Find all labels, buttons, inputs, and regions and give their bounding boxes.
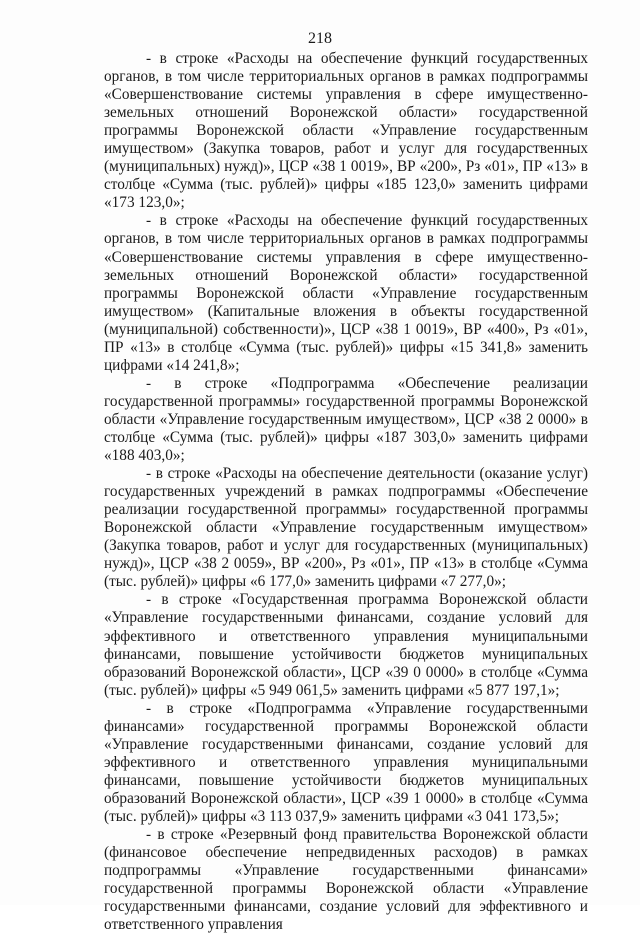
- paragraph: - в строке «Расходы на обеспечение функций государственных органов, в том числе территориальных органов в рамках подпрограммы «Совершенствование системы управления в сфере имущественно-земельных отношений Воронежской области» государственной программы Воронежской области «Управление государственным имуществом» (Закупка товаров, работ и услуг для государственных (муниципальных) нужд)», ЦСР «38 1 0019», ВР «200», Рз «01», ПР «13» в столбце «Сумма (тыс. рублей)» цифры «185 123,0» заменить цифрами «173 123,0»;: [104, 50, 588, 212]
- paragraph: - в строке «Подпрограмма «Управление государственными финансами» государственной программы Воронежской области «Управление государственными финансами, создание условий для эффективного и ответственного управления муниципальными финансами, повышение устойчивости бюджетов муниципальных образований Воронежской области», ЦСР «39 1 0000» в столбце «Сумма (тыс. рублей)» цифры «3 113 037,9» заменить цифрами «3 041 173,5»;: [104, 699, 588, 825]
- page-number: 218: [308, 30, 332, 47]
- paragraph: - в строке «Расходы на обеспечение функций государственных органов, в том числе территориальных органов в рамках подпрограммы «Совершенствование системы управления в сфере имущественно-земельных отношений Воронежской области» государственной программы Воронежской области «Управление государственным имуществом» (Капитальные вложения в объекты государственной (муниципальной) собственности)», ЦСР «38 1 0019», ВР «400», Рз «01», ПР «13» в столбце «Сумма (тыс. рублей)» цифры «15 341,8» заменить цифрами «14 241,8»;: [104, 212, 588, 374]
- paragraph: - в строке «Резервный фонд правительства Воронежской области (финансовое обеспечение непредвиденных расходов) в рамках подпрограммы «Управление государственными финансами» государственной программы Воронежской области «Управление государственными финансами, создание условий для эффективного и ответственного управления: [104, 826, 588, 934]
- paragraph: - в строке «Расходы на обеспечение деятельности (оказание услуг) государственных учреждений в рамках подпрограммы «Обеспечение реализации государственной программы» государственной программы Воронежской области «Управление государственным имуществом» (Закупка товаров, работ и услуг для государственных (муниципальных) нужд)», ЦСР «38 2 0059», ВР «200», Рз «01», ПР «13» в столбце «Сумма (тыс. рублей)» цифры «6 177,0» заменить цифрами «7 277,0»;: [104, 465, 588, 591]
- paragraph: - в строке «Подпрограмма «Обеспечение реализации государственной программы» государственной программы Воронежской области «Управление государственным имуществом», ЦСР «38 2 0000» в столбце «Сумма (тыс. рублей)» цифры «187 303,0» заменить цифрами «188 403,0»;: [104, 374, 588, 465]
- document-body: [104, 50, 588, 934]
- paragraph: - в строке «Государственная программа Воронежской области «Управление государственными финансами, создание условий для эффективного и ответственного управления муниципальными финансами, повышение устойчивости бюджетов муниципальных образований Воронежской области», ЦСР «39 0 0000» в столбце «Сумма (тыс. рублей)» цифры «5 949 061,5» заменить цифрами «5 877 197,1»;: [104, 591, 588, 699]
